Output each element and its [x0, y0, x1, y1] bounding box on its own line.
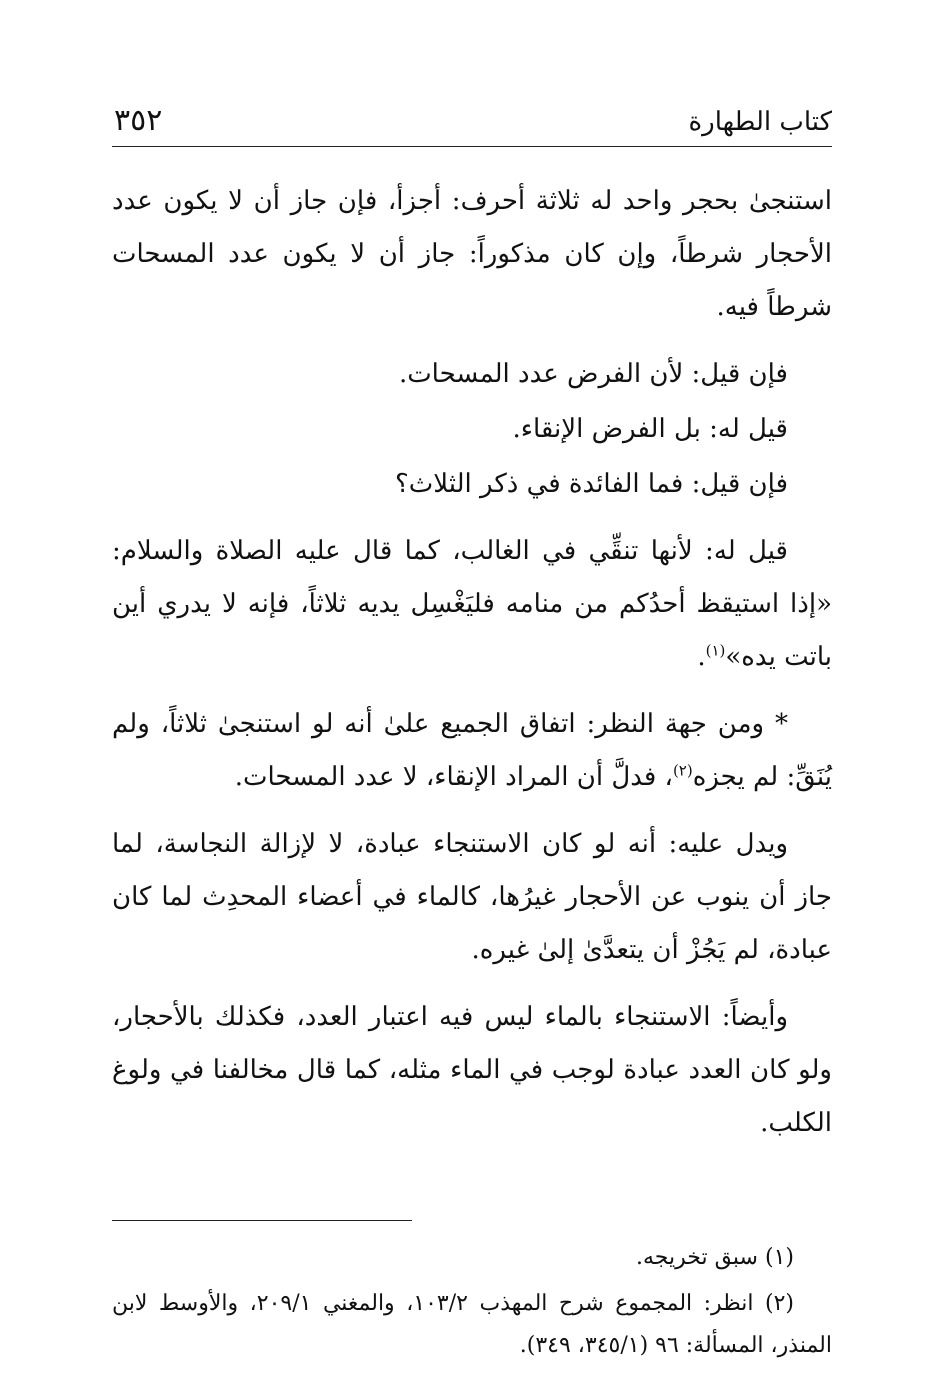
paragraph-text: وأيضاً: الاستنجاء بالماء ليس فيه اعتبار العدد، فكذلك بالأحجار، ولو كان العدد عبادة لوجب في الماء مثله، كما قال مخالفنا في ولوغ الكلب. — [112, 1002, 832, 1138]
footnotes — [112, 1237, 832, 1367]
paragraph-text: استنجىٰ بحجر واحد له ثلاثة أحرف: أجزأ، فإن جاز أن لا يكون عدد الأحجار شرطاً، وإن كان مذكوراً: جاز أن لا يكون عدد المسحات شرطاً فيه. — [112, 186, 832, 322]
page-number: ٣٥٢ — [114, 103, 163, 138]
footnote: (١) سبق تخريجه. — [636, 1245, 794, 1270]
paragraph-reply — [112, 403, 832, 456]
paragraph-text: قيل له: لأنها تنقِّي في الغالب، كما قال عليه الصلاة والسلام: «إذا استيقظ أحدُكم من منامه فليَغْسِل يديه ثلاثاً، فإنه لا يدري أين باتت يده» — [112, 536, 832, 672]
paragraph-text: ويدل عليه: أنه لو كان الاستنجاء عبادة، لا لإزالة النجاسة، لما جاز أن ينوب عن الأحجار غيرُها، كالماء في أعضاء المحدِث لما كان عبادة، لم يَجُزْ أن يتعدَّىٰ إلىٰ غيره. — [112, 829, 832, 965]
paragraph-text: قيل له: بل الفرض الإنقاء. — [512, 414, 788, 444]
paragraph-continuation — [112, 175, 832, 334]
paragraph-text: ، فدلَّ أن المراد الإنقاء، لا عدد المسحات. — [234, 762, 673, 792]
paragraph-text: * ومن جهة النظر: اتفاق الجميع علىٰ أنه لو استنجىٰ ثلاثاً، ولم يُنَقِّ: لم يجزه — [112, 709, 832, 792]
footnote: (٢) انظر: المجموع شرح المهذب ١٠٣/٢، والمغني ٢٠٩/١، والأوسط لابن المنذر، المسألة: ٩٦ (٣٤٥/١، ٣٤٩). — [112, 1291, 832, 1358]
footnote-ref[interactable]: (٢) — [672, 761, 693, 780]
main-text — [112, 175, 832, 1150]
footnote-divider — [112, 1220, 412, 1221]
paragraph-text: فإن قيل: لأن الفرض عدد المسحات. — [398, 359, 788, 389]
book-page — [112, 100, 832, 1360]
paragraph-objection — [112, 458, 832, 511]
paragraph-objection — [112, 348, 832, 401]
paragraph-reasoning — [112, 698, 832, 804]
paragraph-evidence — [112, 818, 832, 977]
page-header — [112, 100, 832, 147]
running-title: كتاب الطهارة — [688, 107, 832, 137]
paragraph-hadith: قيل له: لأنها تنقِّي في الغالب، كما قال عليه الصلاة والسلام: «إذا استيقظ أحدُكم من منامه فليَغْسِل يديه ثلاثاً، فإنه لا يدري أين باتت يده»$^{(١)}$. — [112, 536, 832, 672]
footnote-ref[interactable]: (١) — [705, 641, 726, 660]
paragraph-evidence — [112, 991, 832, 1150]
paragraph-text: فإن قيل: فما الفائدة في ذكر الثلاث؟ — [394, 469, 788, 499]
